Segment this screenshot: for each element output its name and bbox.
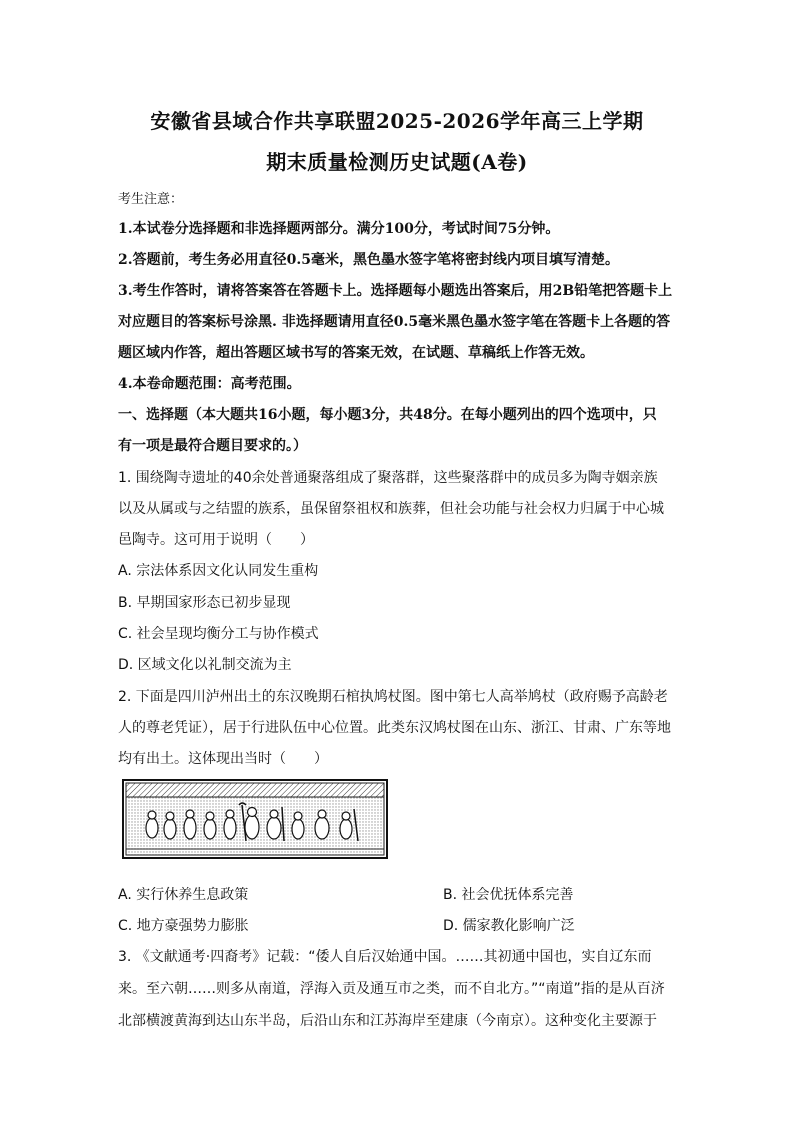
title-line-1: 安徽省县域合作共享联盟2025-2026学年高三上学期 <box>150 109 644 133</box>
notice-item-3b: 对应题目的答案标号涂黑. 非选择题请用直径0.5毫米黑色墨水签字笔在答题卡上各题的答 <box>118 314 671 330</box>
notice-item-3a: 3.考生作答时，请将答案答在答题卡上。选择题每小题选出答案后，用2B铅笔把答题卡上 <box>118 283 673 299</box>
notice-item-1: 1.本试卷分选择题和非选择题两部分。满分100分，考试时间75分钟。 <box>118 221 560 237</box>
notice-heading: 考生注意： <box>118 192 184 207</box>
section-heading-b: 有一项是最符合题目要求的。） <box>118 438 307 454</box>
question-1-option-d: D. 区域文化以礼制交流为主 <box>118 657 292 673</box>
question-1-option-b: B. 早期国家形态已初步显现 <box>118 595 291 611</box>
question-1-option-c: C. 社会呈现均衡分工与协作模式 <box>118 626 319 642</box>
section-heading-a: 一、选择题（本大题共16小题，每小题3分，共48分。在每小题列出的四个选项中，只 <box>118 407 657 423</box>
question-1-line-3: 邑陶寺。这可用于说明（ ） <box>118 532 314 548</box>
question-2-option-c: C. 地方豪强势力膨胀 <box>118 918 249 934</box>
stone-coffin-relief-image <box>122 779 388 859</box>
title-line-2: 期末质量检测历史试题(A卷) <box>266 150 528 174</box>
question-1-option-a: A. 宗法体系因文化认同发生重构 <box>118 563 319 579</box>
question-1-line-1: 1. 围绕陶寺遗址的40余处普通聚落组成了聚落群，这些聚落群中的成员多为陶寺姻亲族 <box>118 470 658 486</box>
question-3-line-3: 北部横渡黄海到达山东半岛，后沿山东和江苏海岸至建康（今南京）。这种变化主要源于 <box>118 1013 657 1029</box>
question-2-option-d: D. 儒家教化影响广泛 <box>443 918 575 934</box>
notice-item-3c: 题区域内作答，超出答题区域书写的答案无效，在试题、草稿纸上作答无效。 <box>118 345 594 361</box>
question-2-line-2: 人的尊老凭证），居于行进队伍中心位置。此类东汉鸠杖图在山东、浙江、甘肃、广东等地 <box>118 720 671 736</box>
notice-item-2: 2.答题前，考生务必用直径0.5毫米，黑色墨水签字笔将密封线内项目填写清楚。 <box>118 252 619 268</box>
question-1-line-2: 以及从属或与之结盟的族系，虽保留祭祖权和族葬，但社会功能与社会权力归属于中心城 <box>118 501 664 517</box>
question-3-line-1: 3. 《文献通考·四裔考》记载：“倭人自后汉始通中国。……其初通中国也，实自辽东而 <box>118 949 652 965</box>
question-2-option-b: B. 社会优抚体系完善 <box>443 887 574 903</box>
question-2-option-a: A. 实行休养生息政策 <box>118 887 249 903</box>
question-3-line-2: 来。至六朝……则多从南道，浮海入贡及通互市之类，而不自北方。”“南道”指的是从百济 <box>118 981 665 997</box>
question-2-line-3: 均有出土。这体现出当时（ ） <box>118 751 328 767</box>
question-2-line-1: 2. 下面是四川泸州出土的东汉晚期石棺执鸠杖图。图中第七人高举鸠杖（政府赐予高龄老 <box>118 689 668 705</box>
notice-item-4: 4.本卷命题范围：高考范围。 <box>118 376 301 392</box>
